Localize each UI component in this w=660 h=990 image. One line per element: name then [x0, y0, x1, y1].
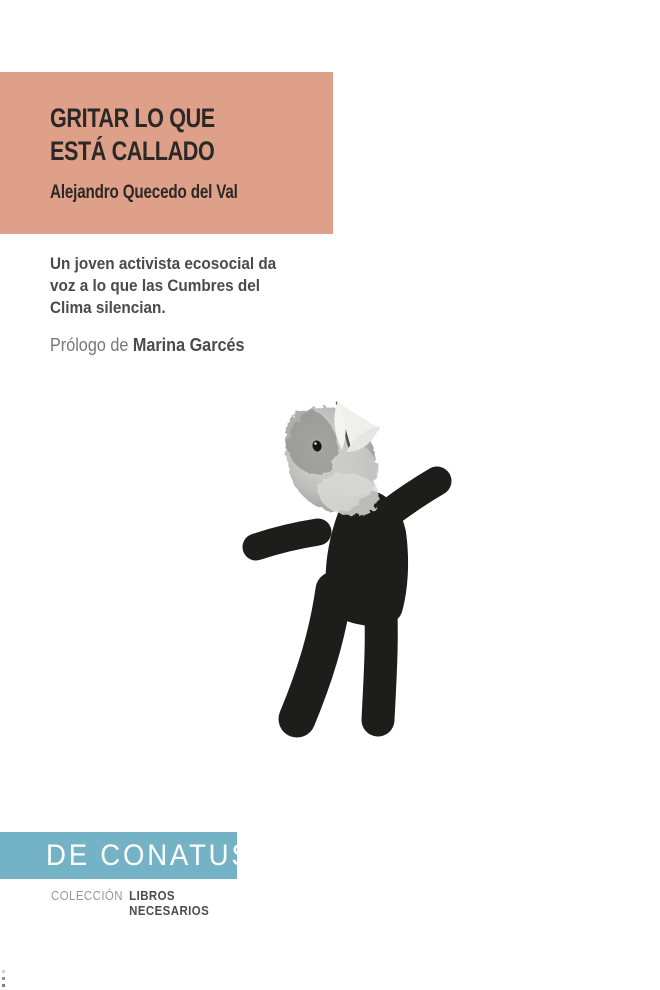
subtitle-line1: Un joven activista ecosocial da	[50, 254, 277, 273]
book-title-line1: GRITAR LO QUE	[50, 103, 215, 133]
collection-name-line2: NECESARIOS	[129, 903, 210, 918]
bird-headed-figure-illustration	[228, 392, 468, 752]
publisher-band	[0, 832, 253, 879]
collection-label: COLECCIÓN	[51, 888, 123, 903]
subtitle-line3: Clima silencian.	[50, 298, 166, 317]
registration-mark	[2, 970, 5, 990]
author-name: Alejandro Quecedo del Val	[50, 182, 238, 203]
subtitle-line2: voz a lo que las Cumbres del	[50, 276, 261, 295]
registration-dot	[2, 977, 5, 980]
chick-head	[273, 395, 389, 523]
registration-dot	[2, 970, 5, 973]
collection-info	[51, 888, 209, 918]
prologue-author: Marina Garcés	[132, 335, 245, 355]
subtitle	[50, 253, 276, 319]
chick-beak-open	[334, 400, 380, 452]
title-block	[0, 72, 333, 234]
collection-name-line1: LIBROS	[129, 888, 176, 903]
publisher-logo: DE CONATUS	[46, 839, 253, 872]
collection-name	[129, 888, 209, 918]
prologue-credit	[50, 335, 245, 356]
prologue-prefix: Prólogo de	[50, 335, 129, 355]
book-title	[50, 102, 276, 168]
registration-dot	[2, 984, 5, 987]
figure-illustration-svg	[228, 392, 468, 752]
book-title-line2: ESTÁ CALLADO	[50, 136, 215, 166]
